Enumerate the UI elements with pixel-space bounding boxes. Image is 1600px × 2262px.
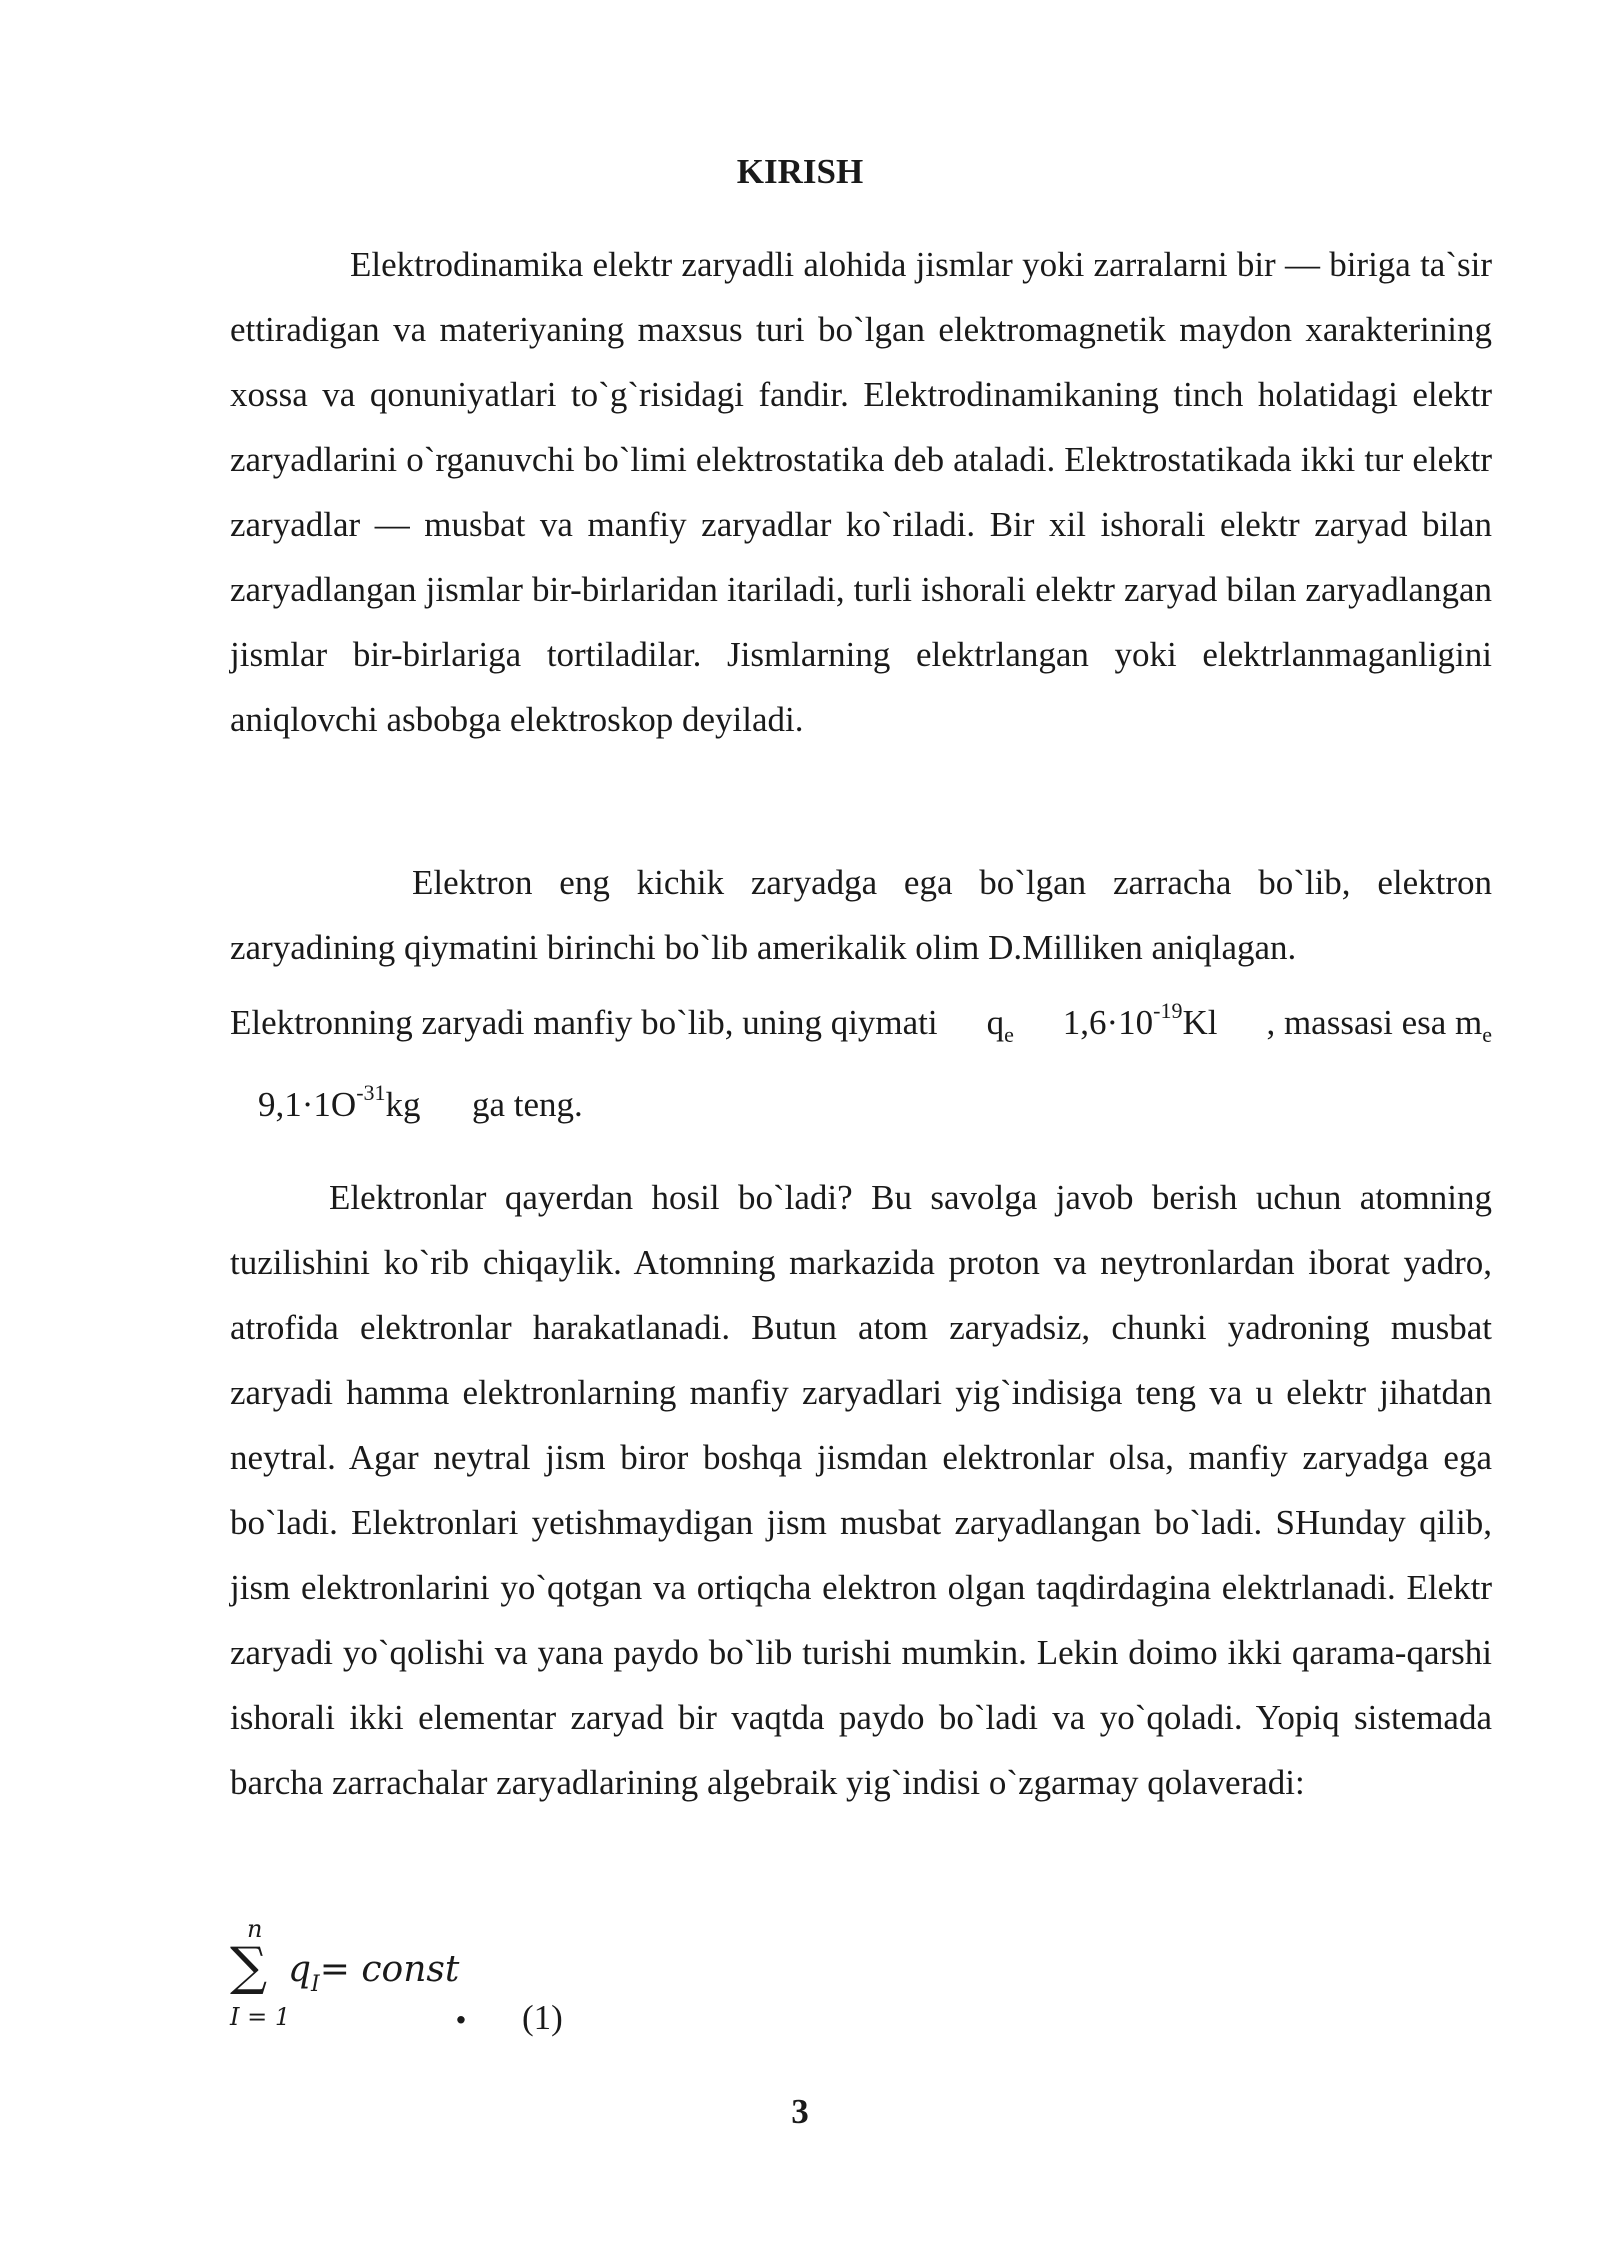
- mass-value: $9,1\cdot 1O^{-31}kg$: [258, 1080, 421, 1124]
- charge-text: Elektronning zaryadi manfiy bo`lib, uning qiymati: [230, 1003, 938, 1042]
- formula-body: $q_I=$ const: [288, 1949, 460, 1997]
- charge-value: $1,6\cdot 10^{-19}Kl$: [1062, 998, 1218, 1042]
- electron-charge-line: [230, 998, 1492, 1052]
- mass-tail: ga teng.: [472, 1085, 583, 1124]
- paragraph-electron: Elektron eng kichik zaryadga ega bo`lgan zarracha bo`lib, elektron zaryadining qiymatini birinchi bo`lib amerikalik olim D.Milliken aniqlagan.: [230, 863, 1492, 967]
- charge-symbol: $q_e$: [986, 1003, 1014, 1047]
- page-number: 3: [791, 2092, 809, 2131]
- page-title: KIRISH: [736, 152, 864, 191]
- equation-number: (1): [522, 1998, 563, 2037]
- electron-mass-line: [258, 1080, 583, 1134]
- sum-lower-limit: I = 1: [230, 2003, 291, 2031]
- paragraph-intro: Elektrodinamika elektr zaryadli alohida jismlar yoki zarralarni bir — biriga ta`sir ettiradigan va materiyaning maxsus turi bo`lgan elektromagnetik maydon xarakterining xossa va qonuniyatlari to`g`risidagi fandir. Elektrodinamikaning tinch holatidagi elektr zaryadlarini o`rganuvchi bo`limi elektrostatika deb ataladi. Elektrostatikada ikki tur elektr zaryadlar — musbat va manfiy zaryadlar ko`riladi. Bir xil ishorali elektr zaryad bilan zaryadlangan jismlar bir-birlaridan itariladi, turli ishorali elektr zaryad bilan zaryadlangan jismlar bir-birlariga tortiladilar. Jismlarning elektrlangan yoki elektrlanmaganligini aniqlovchi asbobga elektroskop deyiladi.: [230, 245, 1492, 739]
- charge-conservation-formula: [230, 1915, 690, 2035]
- paragraph-atom: Elektronlar qayerdan hosil bo`ladi? Bu savolga javob berish uchun atomning tuzilishini ko`rib chiqaylik. Atomning markazida proton va neytronlardan iborat yadro, atrofida elektronlar harakatlanadi. Butun atom zaryadsiz, chunki yadroning musbat zaryadi hamma elektronlarning manfiy zaryadlari yig`indisiga teng va u elektr jihatdan neytral. Agar neytral jism biror boshqa jismdan elektronlar olsa, manfiy zaryadga ega bo`ladi. Elektronlari yetishmaydigan jism musbat zaryadlangan bo`ladi. SHunday qilib, jism elektronlarini yo`qotgan va ortiqcha elektron olgan taqdirdagina elektrlanadi. Elektr zaryadi yo`qolishi va yana paydo bo`lib turishi mumkin. Lekin doimo ikki qarama-qarshi ishorali ikki elementar zaryad bir vaqtda paydo bo`ladi va yo`qoladi. Yopiq sistemada barcha zarrachalar zaryadlarining algebraik yig`indisi o`zgarmay qolaveradi:: [230, 1178, 1492, 1802]
- mass-label: , massasi esa $m_e$: [1266, 1003, 1492, 1047]
- formula-dot: .: [454, 1986, 468, 2033]
- sigma-symbol: ∑: [230, 1937, 268, 1997]
- sum-upper-limit: n: [247, 1915, 263, 1943]
